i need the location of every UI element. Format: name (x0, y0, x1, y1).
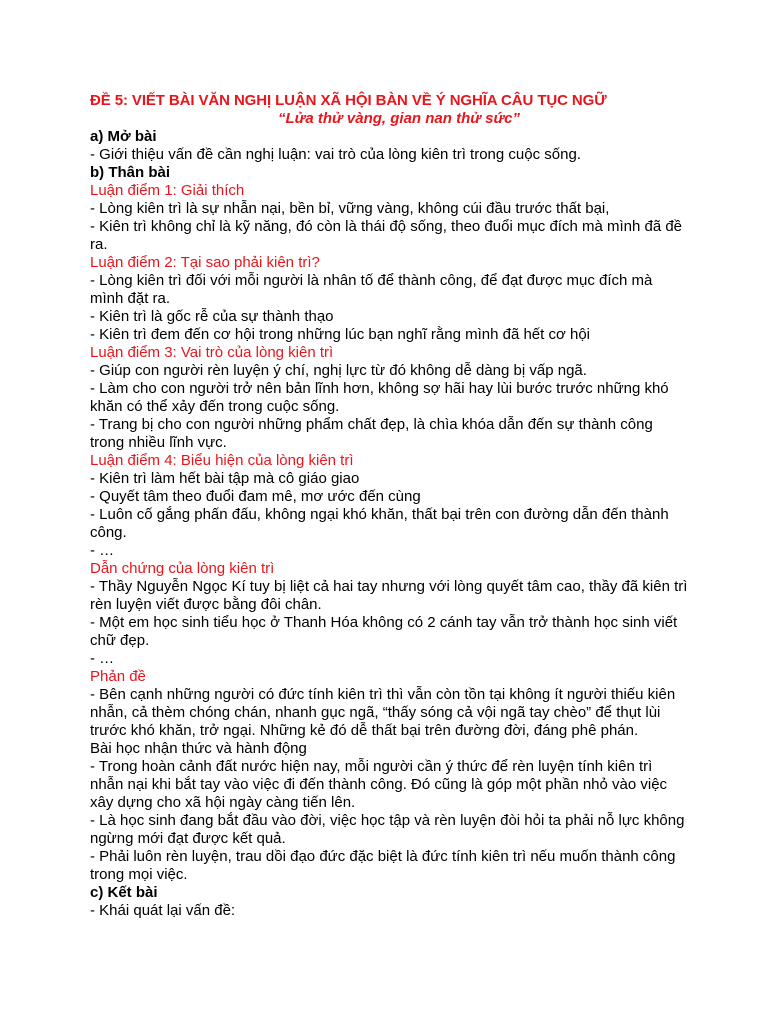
argument-heading: Dẫn chứng của lòng kiên trì (90, 560, 275, 577)
proverb-subtitle: “Lửa thử vàng, gian nan thử sức” (277, 110, 521, 127)
outline-line: - Giới thiệu vấn đề cần nghị luận: vai trò của lòng kiên trì trong cuộc sống. (90, 146, 581, 163)
argument-heading: Luận điểm 4: Biểu hiện của lòng kiên trì (90, 452, 354, 469)
section-heading: c) Kết bài (90, 884, 158, 901)
section-heading: a) Mở bài (90, 128, 157, 145)
outline-line: - Một em học sinh tiểu học ở Thanh Hóa không có 2 cánh tay vẫn trở thành học sinh viết chữ đẹp. (90, 614, 678, 649)
outline-line: - Phải luôn rèn luyện, trau dồi đạo đức đặc biệt là đức tính kiên trì nếu muốn thành công trong mọi việc. (90, 848, 676, 883)
outline-line: - Làm cho con người trở nên bản lĩnh hơn, không sợ hãi hay lùi bước trước những khó khăn có thể xảy đến trong cuộc sống. (90, 380, 669, 415)
outline-line: - Trong hoàn cảnh đất nước hiện nay, mỗi người cần ý thức để rèn luyện tính kiên trì nhẫn nại khi bắt tay vào việc đi đến thành công. Đó cũng là góp một phần nhỏ vào việc xây dựng cho xã hội ngày càng tiến lên. (90, 758, 668, 811)
outline-line: - Quyết tâm theo đuổi đam mê, mơ ước đến cùng (90, 488, 421, 505)
outline-body (90, 128, 688, 920)
essay-title: ĐỀ 5: VIẾT BÀI VĂN NGHỊ LUẬN XÃ HỘI BÀN VỀ Ý NGHĨA CÂU TỤC NGỮ (90, 92, 607, 109)
outline-line: - Luôn cố gắng phấn đấu, không ngại khó khăn, thất bại trên con đường dẫn đến thành công. (90, 506, 669, 541)
outline-line: - Khái quát lại vấn đề: (90, 902, 236, 919)
document-content (90, 92, 688, 920)
outline-line: - … (90, 650, 115, 667)
outline-line: - Kiên trì đem đến cơ hội trong những lúc bạn nghĩ rằng mình đã hết cơ hội (90, 326, 591, 343)
outline-line: - Trang bị cho con người những phẩm chất đẹp, là chìa khóa dẫn đến sự thành công trong nhiều lĩnh vực. (90, 416, 653, 451)
outline-line: - Lòng kiên trì là sự nhẫn nại, bền bỉ, vững vàng, không cúi đầu trước thất bại, (90, 200, 610, 217)
outline-line: Bài học nhận thức và hành động (90, 740, 307, 757)
argument-heading: Phản đề (90, 668, 146, 685)
argument-heading: Luận điểm 2: Tại sao phải kiên trì? (90, 254, 320, 271)
argument-heading: Luận điểm 3: Vai trò của lòng kiên trì (90, 344, 334, 361)
outline-line: - … (90, 542, 115, 559)
outline-line: - Kiên trì không chỉ là kỹ năng, đó còn là thái độ sống, theo đuổi mục đích mà mình đã đề ra. (90, 218, 683, 253)
outline-line: - Là học sinh đang bắt đầu vào đời, việc học tập và rèn luyện đòi hỏi ta phải nỗ lực không ngừng mới đạt được kết quả. (90, 812, 685, 847)
outline-line: - Kiên trì là gốc rễ của sự thành thạo (90, 308, 334, 325)
argument-heading: Luận điểm 1: Giải thích (90, 182, 245, 199)
outline-line: - Lòng kiên trì đối với mỗi người là nhân tố để thành công, để đạt được mục đích mà mình đặt ra. (90, 272, 653, 307)
outline-line: - Kiên trì làm hết bài tập mà cô giáo giao (90, 470, 360, 487)
outline-line: - Thầy Nguyễn Ngọc Kí tuy bị liệt cả hai tay nhưng với lòng quyết tâm cao, thầy đã kiên trì rèn luyện viết được bằng đôi chân. (90, 578, 688, 613)
outline-line: - Bên cạnh những người có đức tính kiên trì thì vẫn còn tồn tại không ít người thiếu kiên nhẫn, cả thèm chóng chán, nhanh gục ngã, “thấy sóng cả vội ngã tay chèo” để thụt lùi trước khó khăn, trở ngại. Những kẻ đó dễ thất bại trên đường đời, đáng phê phán. (90, 686, 676, 739)
outline-line: - Giúp con người rèn luyện ý chí, nghị lực từ đó không dễ dàng bị vấp ngã. (90, 362, 587, 379)
section-heading: b) Thân bài (90, 164, 170, 181)
